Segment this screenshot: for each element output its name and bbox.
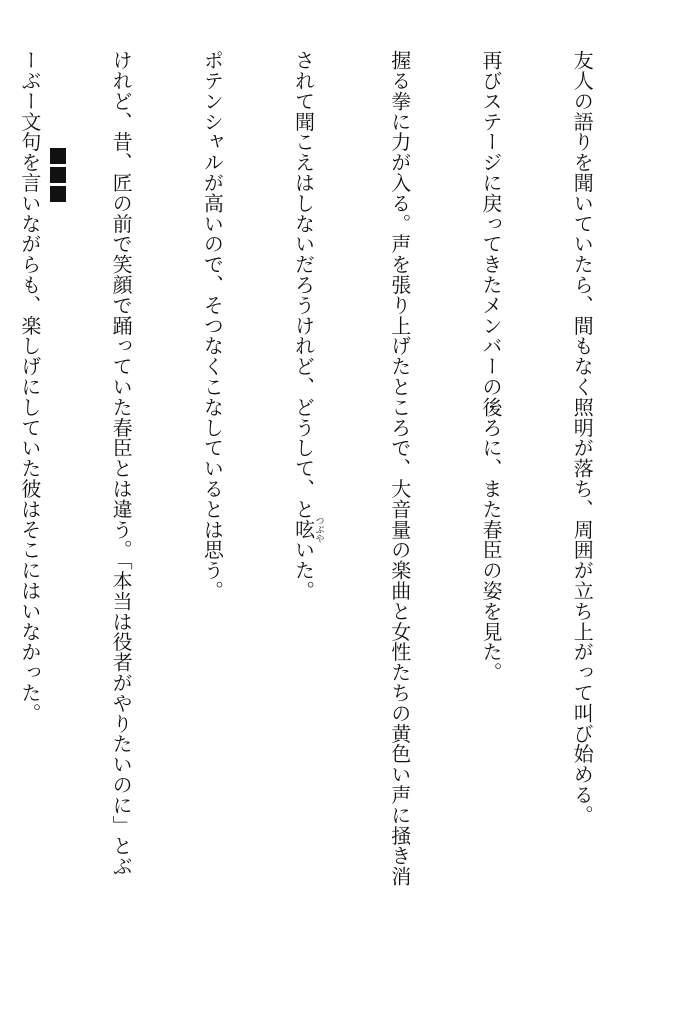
text-line [106, 50, 136, 1000]
line-4-tail: いた。 [291, 539, 316, 601]
line-7: ーぶー文句を言いながらも、楽しげにしていた彼はそこにはいなかった。 [17, 50, 42, 724]
text-line [567, 50, 597, 1000]
ruby-tsubuyaku [291, 515, 324, 543]
text-line [476, 50, 506, 1000]
line-3: 握る拳に力が入る。声を張り上げたところで、大音量の楽曲と女性たちの黄色い声に掻き消 [387, 50, 412, 887]
ruby-reading: つぶや [313, 515, 324, 543]
text-line [384, 50, 414, 1000]
text-line [288, 50, 323, 1000]
text-line [14, 50, 44, 1000]
line-1: 友人の語りを聞いていたら、間もなく照明が落ち、周囲が立ち上がって叫び始める。 [570, 50, 595, 826]
text-line [197, 50, 227, 1000]
vertical-body-text [0, 50, 658, 1000]
ruby-base: 呟 [291, 515, 316, 543]
line-2: 再びステージに戻ってきたメンバーの後ろに、また春臣の姿を見た。 [478, 50, 503, 683]
line-4: されて聞こえはしないだろうけれど、どうして、と [291, 50, 316, 520]
line-5: ポテンシャルが高いので、そつなくこなしているとは思う。 [200, 50, 225, 601]
line-6: けれど、昔、匠の前で笑顔で踊っていた春臣とは違う。「本当は役者がやりたいのに」とぶ [109, 50, 134, 877]
